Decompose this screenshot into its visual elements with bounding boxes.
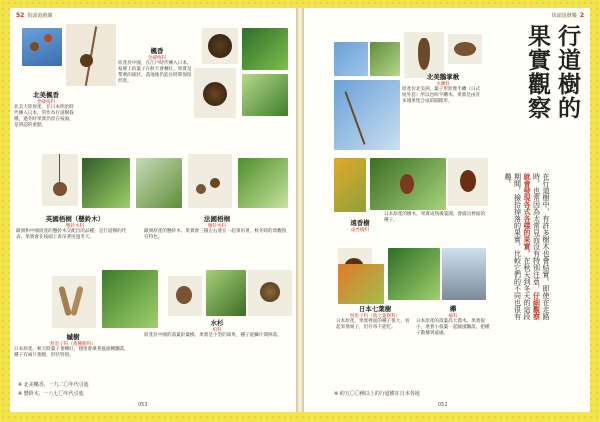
species-description: 原產於中國，在江戶時代傳入日本。枝條上的葉子在秋天會轉紅。果實是帶刺的球狀，落地後仍能長時間保留形狀。 (118, 61, 192, 84)
metasequoia-leaf-photo (206, 270, 246, 316)
species-description: 歐洲原產的懸鈴木。果實會三個左右連在一起垂吊著，秋冬時的景觀很有特色。 (144, 229, 287, 240)
tulip-tree-leaf-photo (370, 42, 400, 76)
fruit-branch-photo (370, 158, 446, 210)
sweetgum-fruit-photo (202, 28, 238, 64)
sweetgum-ball-photo (194, 68, 236, 118)
sweetgum-leaf-photo (242, 28, 288, 70)
intro-text-part: 。在秋天到冬天的這段期間，撿拾掉落的果實，比較它們的不同也很有趣。 (504, 173, 531, 320)
species-description: 日本原產的落葉高大喬木。果實很小，連著小枝葉一起隨風飄落，把種子散播到遠處。 (416, 319, 490, 336)
london-plane-fruit-photo (188, 154, 232, 208)
species-description: 原產於北美洲。葉子形狀像半纏（日式短外套）所以也叫半纏木。果實是由許多翅果集合成的圓錐形。 (402, 87, 481, 104)
sweetgum-photo-twig (66, 24, 116, 86)
species-family: 遠香樹科 (350, 228, 370, 233)
metasequoia-cone-photo (168, 276, 202, 316)
species-description: 北美大陸原產。在日本明治時代傳入日本，常作為行道樹栽種。過冬時果實仍留在枝頭，是辨認的重點。 (14, 105, 74, 128)
species-name: 北美鵝掌楸 (426, 73, 460, 81)
species-family: 無患子科（舊楓樹科） (50, 342, 96, 347)
chapter-number: 2 (579, 12, 584, 19)
page-title (524, 24, 554, 120)
species-family: 無患子科（舊七葉樹科） (349, 314, 401, 319)
species-name: 水杉 (210, 319, 224, 327)
page-header (552, 12, 584, 19)
species-description: 歐洲和中國原產的懸鈴木交配出的品種，是行道樹的代表。果實會在枝頭上垂吊著度過冬天。 (16, 229, 127, 240)
species-name: 英國梧桐（懸鈴木） (45, 215, 105, 223)
species-name: 遠香樹 (350, 219, 370, 227)
species-name: 楓香 (150, 47, 164, 55)
species-block (16, 214, 134, 241)
page-number: 052 (438, 402, 448, 408)
species-block (14, 332, 132, 359)
species-family: 金縷梅科 (147, 56, 167, 61)
footnote: ※ 約五〇〇種以上的行道樹在日本各地 (334, 391, 420, 397)
plane-leaf-photo (82, 158, 130, 208)
tulip-tree-seed-photo (448, 34, 482, 64)
species-name: 櫸 (449, 305, 457, 313)
species-block (14, 90, 78, 129)
species-description: 日本原產。果實裡面的種子很大，看起來像栗子，但有毒不能吃。 (336, 319, 410, 330)
species-description-block (384, 212, 488, 224)
chapter-label: 街頭遊戲樂 (27, 13, 53, 19)
intro-text (474, 173, 550, 323)
species-block (144, 214, 290, 241)
species-family: 榆科 (448, 314, 458, 319)
sweetgum-photo-sky (22, 28, 62, 66)
tulip-tree-photo-sky (334, 42, 368, 76)
species-description: 日本原產的樹木。果實成熟後裂開，會露出裡面的種子。 (384, 212, 486, 223)
plane-fruit-photo (42, 154, 78, 206)
species-block (336, 304, 414, 331)
zelkova-tree-photo (388, 248, 440, 300)
metasequoia-fruit-photo (248, 270, 292, 316)
species-family: 懸鈴木科 (207, 224, 227, 229)
species-block (144, 318, 290, 339)
plane-tree-photo (136, 158, 182, 208)
title-line: 行道樹的 (554, 24, 580, 120)
title-line: 果實觀察 (524, 24, 550, 120)
chapter-label: 街頭遊戲樂 (551, 13, 577, 19)
species-family: 柏科 (212, 328, 222, 333)
page-title (554, 24, 584, 120)
species-family: 金縷梅科 (36, 100, 56, 105)
species-name: 日本七葉樹 (358, 305, 392, 313)
maple-leaf-photo (242, 74, 288, 116)
left-page (10, 8, 296, 412)
horse-chestnut-tree-photo (338, 264, 384, 304)
tree-photo-yellow (334, 158, 366, 212)
footnote: ※ 懸鈴木，一八七〇年代引進 (18, 391, 84, 397)
right-page (304, 8, 590, 412)
page-header (16, 12, 52, 19)
intro-highlight: 仔細觀察就會發現各式各樣的果實 (523, 173, 541, 320)
species-description: 日本原產。秋天時葉子會轉紅，翅果會乘著風旋轉飄落。種子有兩片翅膀，形狀特別。 (14, 347, 129, 358)
species-name: 槭樹 (66, 333, 80, 341)
book-gutter (296, 8, 304, 412)
species-name: 北美楓香 (33, 91, 59, 99)
chapter-number: 52 (16, 12, 25, 19)
maple-samara-photo (52, 276, 96, 328)
species-family: 木蘭科 (436, 82, 450, 87)
species-block (118, 46, 196, 85)
intro-text-part: 在行道樹中，有許多樹木也會結實。即使在走路時，也常因為太常見而沒有特別注意， (532, 173, 550, 320)
species-block (402, 72, 484, 105)
london-plane-leaf-photo (238, 158, 288, 208)
tulip-tree-branch-photo (334, 80, 400, 150)
species-name: 法國梧桐 (204, 215, 230, 223)
species-block (338, 218, 382, 233)
species-family: 懸鈴木科 (65, 224, 85, 229)
footnote: ※ 北美楓香，一九二〇年代引進 (18, 382, 89, 388)
page-number: 053 (138, 402, 148, 408)
species-description: 原產於中國的落葉針葉樹。果實是小型的球果，種子從鱗片間掉落。 (144, 333, 282, 338)
